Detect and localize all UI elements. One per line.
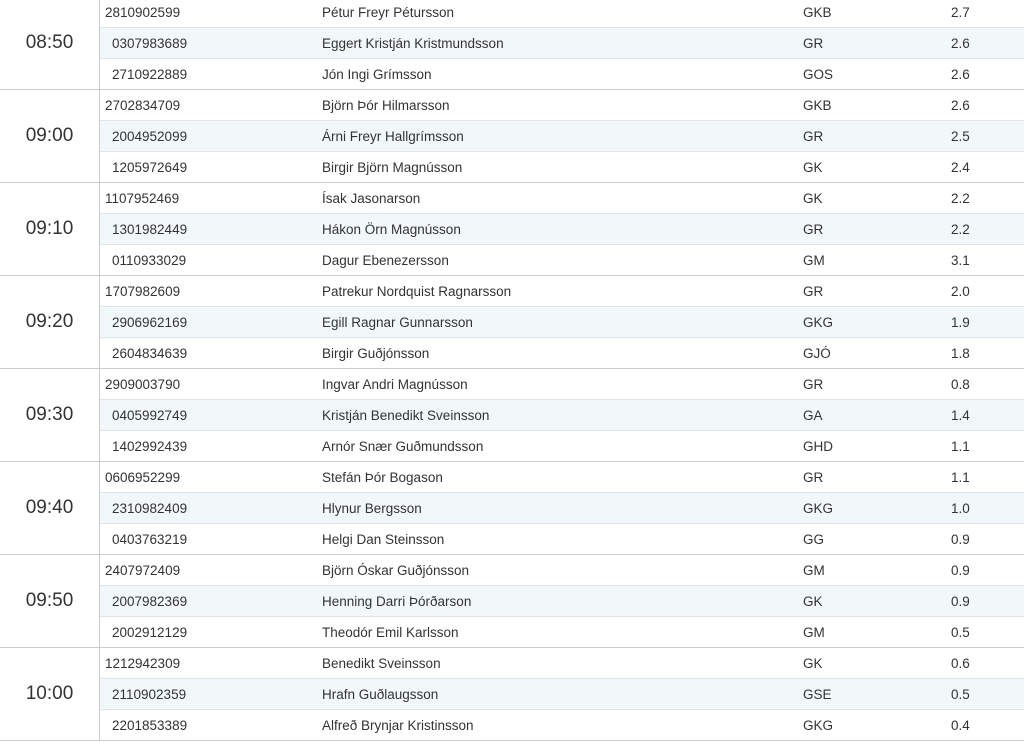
- player-handicap: 2.6: [951, 97, 970, 113]
- player-list: [100, 555, 1024, 647]
- player-list: [100, 648, 1024, 740]
- player-name: Kristján Benedikt Sveinsson: [322, 407, 490, 423]
- player-row: [100, 678, 1024, 709]
- player-id: 1107952469: [105, 190, 180, 206]
- tee-time-group: [0, 462, 1024, 555]
- player-club: GK: [803, 655, 823, 671]
- player-handicap: 1.0: [951, 500, 970, 516]
- player-club: GHD: [803, 438, 833, 454]
- player-club: GM: [803, 562, 825, 578]
- player-id: 1707982609: [105, 283, 181, 299]
- player-handicap: 0.5: [951, 686, 970, 702]
- player-name: Arnór Snær Guðmundsson: [322, 438, 484, 454]
- player-row: [100, 58, 1024, 89]
- player-list: [100, 276, 1024, 368]
- tee-time-group: [0, 0, 1024, 90]
- player-row: [100, 430, 1024, 461]
- tee-time: 09:40: [0, 462, 100, 554]
- player-club: GR: [803, 221, 824, 237]
- tee-time-group: [0, 369, 1024, 462]
- player-id: 0405992749: [112, 407, 188, 423]
- player-list: [100, 183, 1024, 275]
- player-name: Hákon Örn Magnússon: [322, 221, 461, 237]
- player-club: GR: [803, 376, 824, 392]
- player-id: 1301982449: [112, 221, 188, 237]
- player-id: 2702834709: [105, 97, 181, 113]
- player-handicap: 1.1: [951, 469, 970, 485]
- player-name: Henning Darri Þórðarson: [322, 593, 472, 609]
- player-name: Patrekur Nordquist Ragnarsson: [322, 283, 512, 299]
- player-club: GR: [803, 128, 824, 144]
- player-name: Árni Freyr Hallgrímsson: [322, 128, 464, 144]
- tee-time: 09:20: [0, 276, 100, 368]
- player-handicap: 2.7: [951, 4, 970, 20]
- player-list: [100, 90, 1024, 182]
- player-handicap: 1.4: [951, 407, 970, 423]
- player-id: 2310982409: [112, 500, 188, 516]
- player-name: Helgi Dan Steinsson: [322, 531, 445, 547]
- player-club: GKG: [803, 717, 834, 733]
- player-name: Dagur Ebenezersson: [322, 252, 449, 268]
- player-club: GSE: [803, 686, 832, 702]
- player-handicap: 0.9: [951, 531, 970, 547]
- player-name: Egill Ragnar Gunnarsson: [322, 314, 473, 330]
- player-row: [100, 523, 1024, 554]
- player-handicap: 2.2: [951, 221, 970, 237]
- player-handicap: 0.5: [951, 624, 970, 640]
- player-handicap: 0.9: [951, 562, 970, 578]
- player-handicap: 2.4: [951, 159, 970, 175]
- player-row: [100, 244, 1024, 275]
- player-handicap: 0.8: [951, 376, 970, 392]
- tee-time-group: [0, 276, 1024, 369]
- player-name: Benedikt Sveinsson: [322, 655, 441, 671]
- player-list: [100, 369, 1024, 461]
- player-row: [100, 369, 1024, 399]
- player-name: Birgir Guðjónsson: [322, 345, 430, 361]
- player-name: Jón Ingi Grímsson: [322, 66, 432, 82]
- player-row: [100, 306, 1024, 337]
- player-id: 2110902359: [112, 686, 187, 702]
- player-club: GR: [803, 35, 824, 51]
- player-handicap: 0.9: [951, 593, 970, 609]
- player-club: GM: [803, 252, 825, 268]
- player-row: [100, 492, 1024, 523]
- player-club: GOS: [803, 66, 834, 82]
- player-club: GKG: [803, 500, 834, 516]
- player-club: GKB: [803, 4, 832, 20]
- player-row: [100, 90, 1024, 120]
- player-row: [100, 120, 1024, 151]
- tee-time-group: [0, 555, 1024, 648]
- player-name: Eggert Kristján Kristmundsson: [322, 35, 504, 51]
- player-handicap: 0.6: [951, 655, 970, 671]
- player-handicap: 2.2: [951, 190, 970, 206]
- player-row: [100, 616, 1024, 647]
- player-id: 0110933029: [112, 252, 187, 268]
- player-handicap: 2.6: [951, 35, 970, 51]
- player-name: Pétur Freyr Pétursson: [322, 4, 455, 20]
- player-handicap: 2.6: [951, 66, 970, 82]
- player-id: 2407972409: [105, 562, 181, 578]
- tee-time: 09:00: [0, 90, 100, 182]
- player-row: [100, 555, 1024, 585]
- player-row: [100, 183, 1024, 213]
- player-club: GK: [803, 190, 823, 206]
- tee-time: 09:30: [0, 369, 100, 461]
- tee-time: 08:50: [0, 0, 100, 89]
- player-club: GR: [803, 283, 824, 299]
- player-club: GG: [803, 531, 825, 547]
- player-id: 2906962169: [112, 314, 188, 330]
- player-name: Ingvar Andri Magnússon: [322, 376, 468, 392]
- player-row: [100, 0, 1024, 27]
- player-handicap: 1.9: [951, 314, 970, 330]
- player-list: [100, 462, 1024, 554]
- player-row: [100, 648, 1024, 678]
- player-name: Hrafn Guðlaugsson: [322, 686, 439, 702]
- player-row: [100, 27, 1024, 58]
- player-id: 2201853389: [112, 717, 188, 733]
- player-club: GR: [803, 469, 824, 485]
- player-id: 0403763219: [112, 531, 188, 547]
- player-list: [100, 0, 1024, 89]
- player-id: 1212942309: [105, 655, 181, 671]
- player-id: 1205972649: [112, 159, 188, 175]
- player-club: GA: [803, 407, 823, 423]
- player-club: GK: [803, 593, 823, 609]
- player-id: 2909003790: [105, 376, 181, 392]
- player-row: [100, 462, 1024, 492]
- player-handicap: 1.1: [951, 438, 970, 454]
- player-row: [100, 709, 1024, 740]
- player-row: [100, 151, 1024, 182]
- player-id: 2002912129: [112, 624, 188, 640]
- player-id: 0307983689: [112, 35, 188, 51]
- player-handicap: 0.4: [951, 717, 970, 733]
- tee-time-group: [0, 648, 1024, 741]
- player-id: 2007982369: [112, 593, 188, 609]
- player-id: 1402992439: [112, 438, 188, 454]
- player-row: [100, 399, 1024, 430]
- player-club: GM: [803, 624, 825, 640]
- player-row: [100, 337, 1024, 368]
- player-name: Hlynur Bergsson: [322, 500, 422, 516]
- player-id: 2604834639: [112, 345, 188, 361]
- player-club: GKG: [803, 314, 834, 330]
- player-name: Theodór Emil Karlsson: [322, 624, 459, 640]
- tee-time: 09:50: [0, 555, 100, 647]
- player-id: 2004952099: [112, 128, 188, 144]
- player-handicap: 2.5: [951, 128, 970, 144]
- player-name: Stefán Þór Bogason: [322, 469, 443, 485]
- player-handicap: 3.1: [951, 252, 970, 268]
- player-id: 0606952299: [105, 469, 181, 485]
- player-row: [100, 585, 1024, 616]
- player-club: GJÓ: [803, 345, 831, 361]
- player-club: GK: [803, 159, 823, 175]
- tee-time: 10:00: [0, 648, 100, 740]
- player-name: Björn Óskar Guðjónsson: [322, 562, 470, 578]
- tee-time: 09:10: [0, 183, 100, 275]
- player-club: GKB: [803, 97, 832, 113]
- player-name: Ísak Jasonarson: [322, 190, 421, 206]
- player-handicap: 2.0: [951, 283, 970, 299]
- player-name: Björn Þór Hilmarsson: [322, 97, 450, 113]
- player-row: [100, 213, 1024, 244]
- tee-time-group: [0, 90, 1024, 183]
- player-id: 2810902599: [105, 4, 181, 20]
- tee-time-group: [0, 183, 1024, 276]
- player-name: Birgir Björn Magnússon: [322, 159, 463, 175]
- player-name: Alfreð Brynjar Kristinsson: [322, 717, 474, 733]
- player-row: [100, 276, 1024, 306]
- player-handicap: 1.8: [951, 345, 970, 361]
- player-id: 2710922889: [112, 66, 188, 82]
